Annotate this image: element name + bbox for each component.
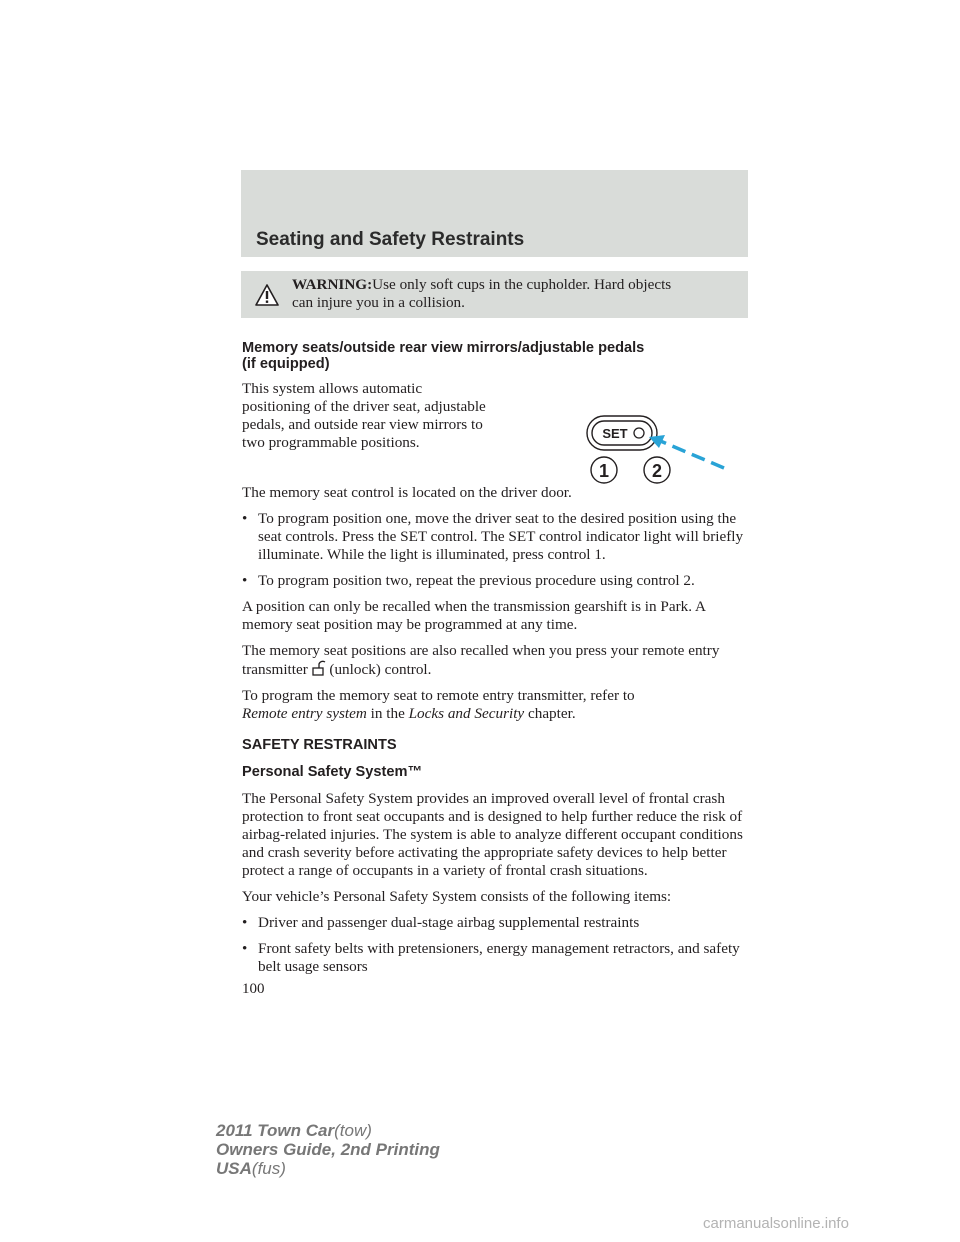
warning-triangle-icon [255, 284, 279, 306]
memory-seat-control-figure [492, 380, 748, 488]
items-intro-paragraph: Your vehicle’s Personal Safety System consists of the following items: [242, 888, 672, 905]
memory-button-1-label: 1 [598, 461, 610, 481]
watermark: carmanualsonline.info [703, 1215, 849, 1232]
remote-entry-link: Remote entry system [242, 705, 367, 722]
set-button-label: SET [602, 426, 628, 441]
remote-refer-paragraph: To program the memory seat to remote entry transmitter, refer to Remote entry system in the Locks and Security chapter. [242, 687, 635, 722]
section-header-band [241, 170, 748, 257]
warning-label: WARNING: [292, 276, 373, 293]
page-title: Seating and Safety Restraints [256, 229, 525, 250]
footer-model-code: (tow) [334, 1121, 372, 1140]
unlock-icon [312, 660, 326, 676]
list-item: • Driver and passenger dual-stage airbag supplemental restraints [242, 914, 748, 932]
memory-intro-paragraph: This system allows automatic positioning of the driver seat, adjustable pedals, and outside rear view mirrors to two programmable positions. [242, 380, 486, 451]
safety-restraints-heading: SAFETY RESTRAINTS [242, 737, 397, 753]
list-item: • To program position one, move the driver seat to the desired position using the seat controls. Press the SET control. The SET control indicator light will briefly illuminate. While the light is illuminated, press control 1. [242, 510, 748, 564]
list-item: • Front safety belts with pretensioners, energy management retractors, and safety belt usage sensors [242, 940, 748, 976]
warning-line1: Use only soft cups in the cupholder. Hard objects [372, 276, 672, 293]
footer-market: USA [216, 1159, 252, 1178]
warning-box [241, 271, 748, 318]
set-indicator-light [634, 428, 644, 438]
memory-intro-row [242, 380, 748, 488]
list-item: • To program position two, repeat the previous procedure using control 2. [242, 572, 748, 590]
document-footer [216, 1121, 440, 1178]
page-number: 100 [242, 981, 265, 997]
warning-line2: can injure you in a collision. [292, 294, 465, 311]
page-content [242, 340, 748, 998]
recall-remote-paragraph: The memory seat positions are also recalled when you press your remote entry transmitter (unlock) control. [242, 642, 720, 678]
footer-edition: Owners Guide, 2nd Printing [216, 1140, 440, 1159]
footer-market-code: (fus) [251, 1159, 286, 1178]
memory-seats-heading: Memory seats/outside rear view mirrors/adjustable pedals (if equipped) [242, 340, 645, 372]
personal-safety-heading: Personal Safety System™ [242, 764, 423, 780]
personal-safety-paragraph: The Personal Safety System provides an improved overall level of frontal crash protection to front seat occupants and is designed to help further reduce the risk of airbag-related injuries. The system is able to analyze different occupant conditions and crash severity before activating the appropriate safety devices to help better protect a range of occupants in a variety of frontal crash situations. [242, 790, 743, 879]
memory-program-steps [242, 510, 748, 590]
locks-security-link: Locks and Security [408, 705, 525, 722]
footer-model: 2011 Town Car [216, 1121, 335, 1140]
memory-location-paragraph: The memory seat control is located on the driver door. [242, 484, 572, 501]
warning-text [292, 276, 737, 312]
recall-park-paragraph: A position can only be recalled when the transmission gearshift is in Park. A memory seat position may be programmed at any time. [242, 598, 706, 633]
safety-items-list [242, 914, 748, 976]
memory-button-2-label: 2 [651, 461, 663, 481]
